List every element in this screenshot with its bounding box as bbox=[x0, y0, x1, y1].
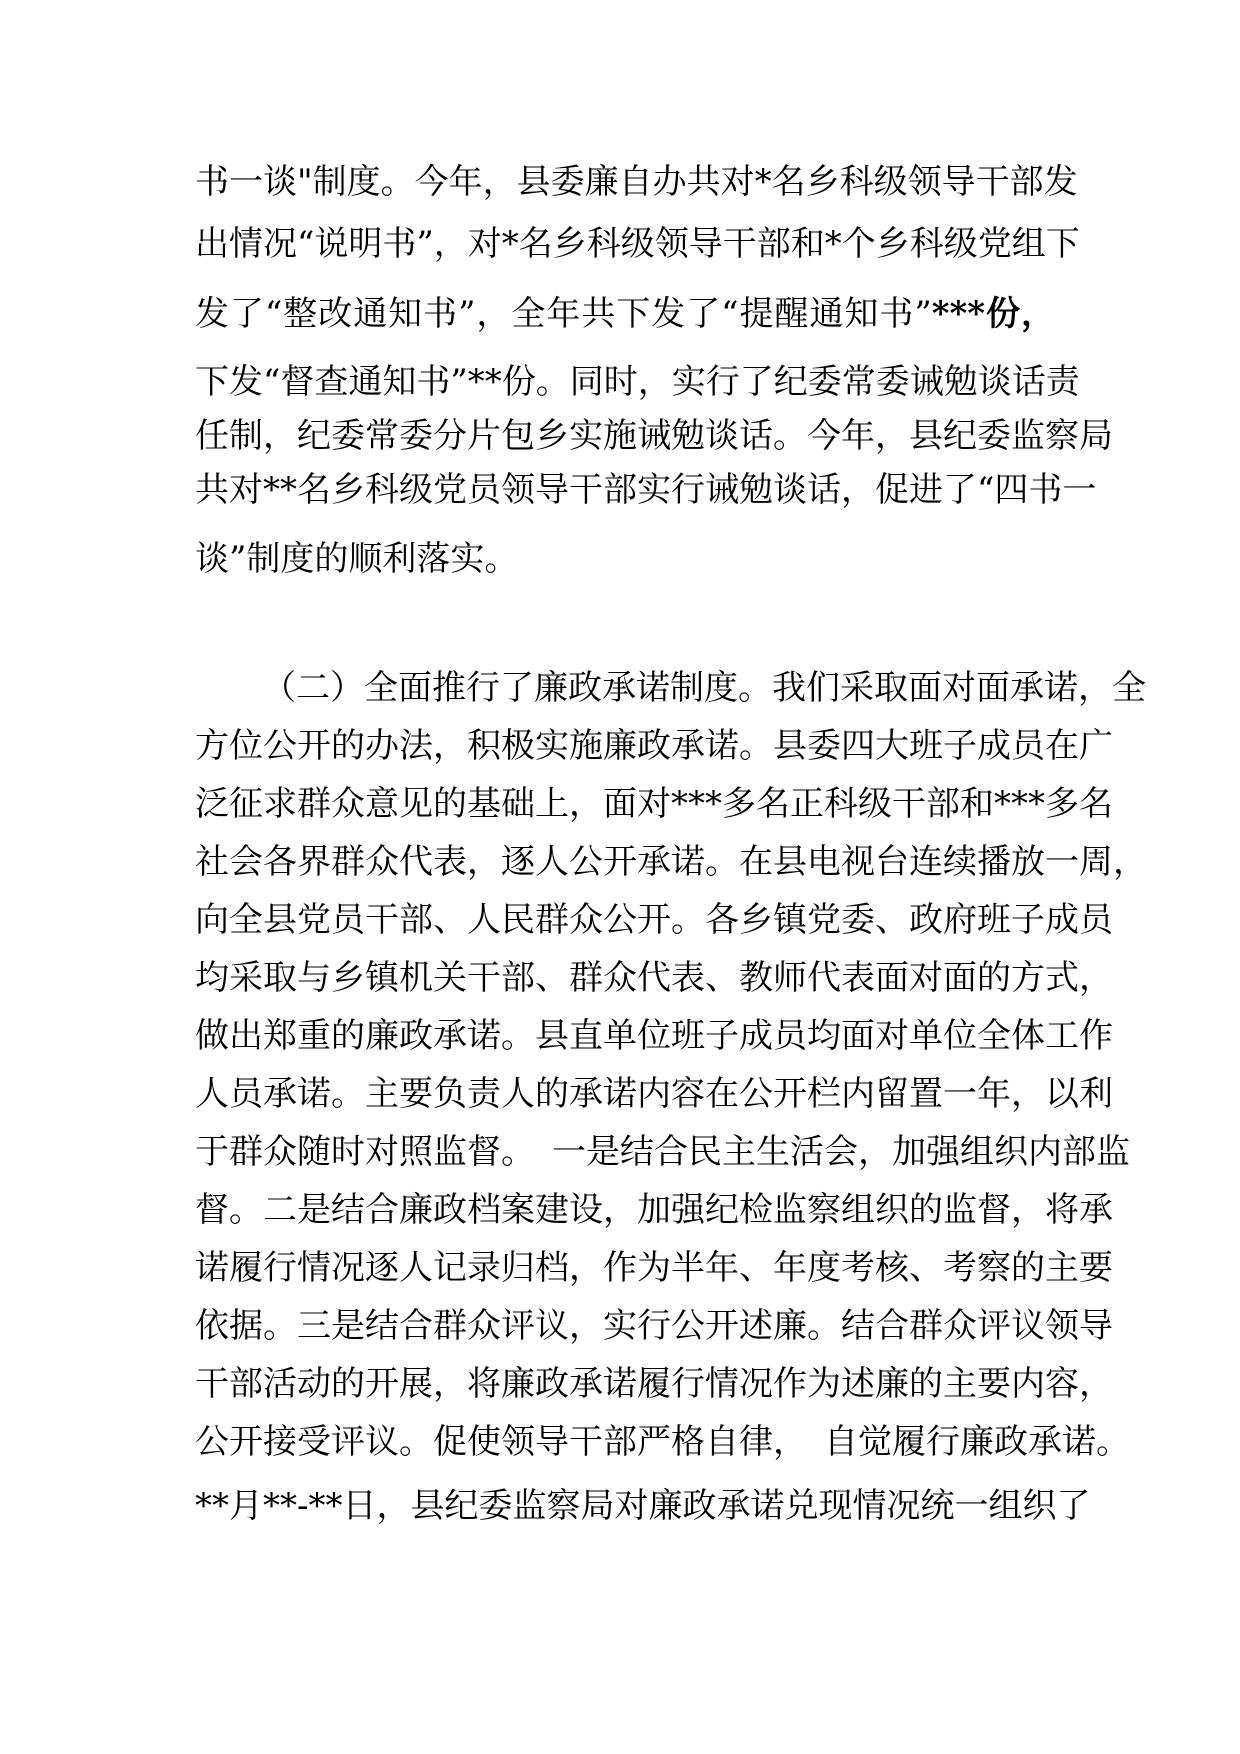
paragraph-line: 向全县党员干部、人民群众公开。各乡镇党委、政府班子成员 bbox=[195, 900, 1113, 940]
paragraph-line: 干部活动的开展，将廉政承诺履行情况作为述廉的主要内容， bbox=[195, 1364, 1113, 1404]
paragraph-line: 做出郑重的廉政承诺。县直单位班子成员均面对单位全体工作 bbox=[195, 1016, 1113, 1056]
paragraph-line: 泛征求群众意见的基础上，面对***多名正科级干部和***多名 bbox=[195, 784, 1113, 824]
bold-count: ***份， bbox=[931, 294, 1056, 334]
paragraph-line: 人员承诺。主要负责人的承诺内容在公开栏内留置一年，以利 bbox=[195, 1074, 1113, 1114]
paragraph-line: 诺履行情况逐人记录归档，作为半年、年度考核、考察的主要 bbox=[195, 1248, 1113, 1288]
paragraph-line: 方位公开的办法，积极实施廉政承诺。县委四大班子成员在广 bbox=[195, 726, 1113, 766]
paragraph-line: 共对**名乡科级党员领导干部实行诫勉谈话，促进了“四书一 bbox=[195, 470, 1097, 510]
paragraph-line: **月**-**日，县纪委监察局对廉政承诺兑现情况统一组织了 bbox=[195, 1486, 1091, 1526]
paragraph-line: 任制，纪委常委分片包乡实施诫勉谈话。今年，县纪委监察局 bbox=[195, 416, 1113, 456]
paragraph-line: 社会各界群众代表，逐人公开承诺。在县电视台连续播放一周， bbox=[195, 842, 1147, 882]
paragraph-line: 依据。三是结合群众评议，实行公开述廉。结合群众评议领导 bbox=[195, 1306, 1113, 1346]
paragraph-line: 督。二是结合廉政档案建设，加强纪检监察组织的监督，将承 bbox=[195, 1190, 1113, 1230]
paragraph-line bbox=[195, 288, 1055, 340]
section-heading-line: （二）全面推行了廉政承诺制度。我们采取面对面承诺，全 bbox=[262, 668, 1146, 708]
paragraph-line: 出情况“说明书”，对*名乡科级领导干部和*个乡科级党组下 bbox=[195, 224, 1080, 264]
paragraph-line: 书一谈"制度。今年，县委廉自办共对*名乡科级领导干部发 bbox=[195, 162, 1078, 202]
paragraph-line: 均采取与乡镇机关干部、群众代表、教师代表面对面的方式， bbox=[195, 958, 1113, 998]
paragraph-line: 谈”制度的顺利落实。 bbox=[195, 539, 519, 579]
paragraph-line: 公开接受评议。促使领导干部严格自律， 自觉履行廉政承诺。 bbox=[195, 1422, 1130, 1462]
paragraph-line: 于群众随时对照监督。 一是结合民主生活会，加强组织内部监 bbox=[195, 1132, 1130, 1172]
paragraph-line: 下发“督查通知书”**份。同时，实行了纪委常委诫勉谈话责 bbox=[195, 362, 1080, 402]
paragraph-text: 发了“整改通知书”，全年共下发了“提醒通知书” bbox=[195, 294, 932, 334]
